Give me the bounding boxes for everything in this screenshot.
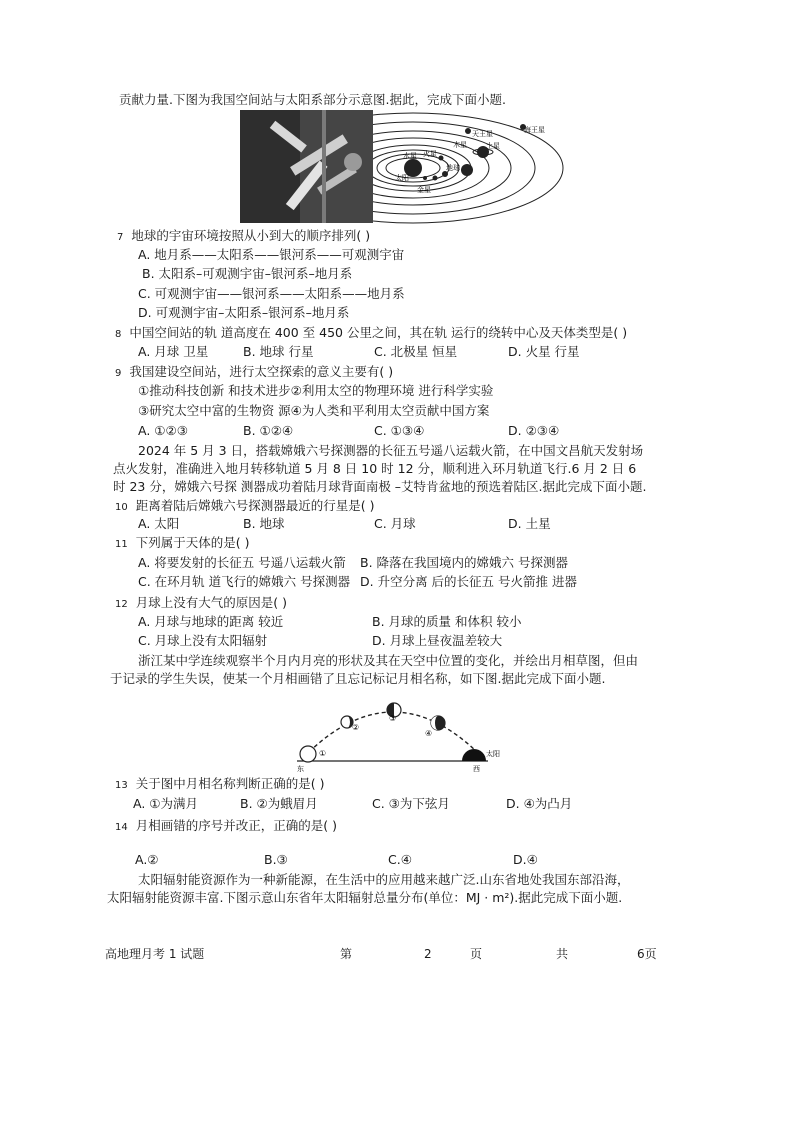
footer-title: 高地理月考 1 试题 <box>105 947 205 961</box>
solar-system-diagram <box>373 108 566 226</box>
q11-option-d[interactable]: D. 升空分离 后的长征五 号火箭推 进器 <box>360 574 577 589</box>
q14-option-b[interactable]: B.③ <box>264 852 288 867</box>
q12-option-c[interactable]: C. 月球上没有太阳辐射 <box>138 633 268 648</box>
q13-option-d[interactable]: D. ④为凸月 <box>506 796 573 811</box>
uranus-shape <box>465 128 471 134</box>
q9-stem: 9 我国建设空间站，进行太空探索的意义主要有( ) <box>115 364 394 379</box>
q7-stem: 7 地球的宇宙环境按照从小到大的顺序排列( ) <box>117 228 371 243</box>
q7-option-b[interactable]: B. 太阳系–可观测宇宙–银河系–地月系 <box>142 266 353 281</box>
moon-num-2: ② <box>352 723 360 732</box>
footer-total-pages: 6页 <box>637 947 657 961</box>
footer-page-number: 2 <box>424 947 432 961</box>
q9-option-a[interactable]: A. ①②③ <box>138 423 188 438</box>
q13-option-a[interactable]: A. ①为满月 <box>133 796 198 811</box>
q12-stem: 12 月球上没有大气的原因是( ) <box>115 595 287 610</box>
q11-option-b[interactable]: B. 降落在我国境内的嫦娥六 号探测器 <box>360 555 568 570</box>
jupiter-label: 木星 <box>453 141 467 149</box>
mercury-shape <box>423 176 427 180</box>
passage3-line-1: 浙江某中学连续观察半个月内月亮的形状及其在天空中位置的变化，并绘出月相草图，但由 <box>138 653 639 668</box>
earth-label: 地球 <box>446 164 460 172</box>
q12-option-d[interactable]: D. 月球上昼夜温差较大 <box>372 633 503 648</box>
sun-label: 太阳 <box>486 750 500 758</box>
footer-ye: 页 <box>470 947 483 961</box>
q12-option-a[interactable]: A. 月球与地球的距离 较近 <box>138 614 284 629</box>
q11-option-a[interactable]: A. 将要发射的长征五 号遥八运载火箭 <box>138 555 346 570</box>
q8-option-b[interactable]: B. 地球 行星 <box>243 344 314 359</box>
passage2-line-3: 时 23 分，嫦娥六号探 测器成功着陆月球背面南极 –艾特肯盆地的预选着陆区.据此完成下面小题. <box>113 479 647 494</box>
east-label: 东 <box>297 765 304 773</box>
q14-stem: 14 月相画错的序号并改正，正确的是( ) <box>115 818 337 833</box>
q9-option-b[interactable]: B. ①②④ <box>243 423 294 438</box>
q13-option-c[interactable]: C. ③为下弦月 <box>372 796 450 811</box>
moon-num-1: ① <box>319 749 327 758</box>
space-station-photo <box>240 110 373 223</box>
q13-stem: 13 关于图中月相名称判断正确的是( ) <box>115 776 325 791</box>
q10-option-b[interactable]: B. 地球 <box>243 516 285 531</box>
moon-num-3: ③ <box>389 714 397 723</box>
footer-gong: 共 <box>556 947 569 961</box>
moon-1-full <box>300 746 316 762</box>
q13-option-b[interactable]: B. ②为蛾眉月 <box>240 796 318 811</box>
q12-option-b[interactable]: B. 月球的质量 和体积 较小 <box>372 614 522 629</box>
q9-option-d[interactable]: D. ②③④ <box>508 423 560 438</box>
mercury-label: 水星 <box>403 152 417 160</box>
q8-option-c[interactable]: C. 北极星 恒星 <box>374 344 458 359</box>
west-label: 西 <box>473 765 480 773</box>
sun-semicircle <box>462 749 486 761</box>
passage4-line-2: 太阳辐射能资源丰富.下图示意山东省年太阳辐射总量分布(单位：MJ · m²).据此完成下面小题. <box>107 890 623 905</box>
mars-label: 火星 <box>423 150 437 158</box>
intro-text: 贡献力量.下图为我国空间站与太阳系部分示意图.据此，完成下面小题. <box>119 92 506 107</box>
uranus-label: 天王星 <box>472 130 493 138</box>
passage2-line-1: 2024 年 5 月 3 日，搭载嫦娥六号探测器的长征五号遥八运载火箭，在中国文昌航天发射场 <box>138 443 644 458</box>
passage3-line-2: 于记录的学生失误，使某一个月相画错了且忘记标记月相名称，如下图.据此完成下面小题. <box>110 671 606 686</box>
q7-option-d[interactable]: D. 可观测宇宙–太阳系–银河系–地月系 <box>138 305 350 320</box>
sun-label: 太阳 <box>395 174 409 182</box>
passage2-line-2: 点火发射，准确进入地月转移轨道 5 月 8 日 10 时 12 分，顺利进入环月轨道飞行.6 月 2 日 6 <box>113 461 637 476</box>
neptune-label: 海王星 <box>524 126 545 134</box>
mars-shape <box>439 156 444 161</box>
footer-di: 第 <box>340 947 353 961</box>
passage4-line-1: 太阳辐射能资源作为一种新能源，在生活中的应用越来越广泛.山东省地处我国东部沿海， <box>138 872 630 887</box>
moon-phase-diagram <box>295 690 510 775</box>
q9-item-line-2: ③研究太空中富的生物资 源④为人类和平利用太空贡献中国方案 <box>138 403 490 418</box>
q14-option-c[interactable]: C.④ <box>388 852 412 867</box>
q10-stem: 10 距离着陆后嫦娥六号探测器最近的行星是( ) <box>115 498 375 513</box>
q8-option-d[interactable]: D. 火星 行星 <box>508 344 580 359</box>
jupiter-shape <box>461 164 473 176</box>
saturn-label: 土星 <box>486 142 500 150</box>
q7-option-c[interactable]: C. 可观测宇宙——银河系——太阳系——地月系 <box>138 286 405 301</box>
q11-stem: 11 下列属于天体的是( ) <box>115 535 250 550</box>
q14-option-d[interactable]: D.④ <box>513 852 538 867</box>
moon-num-4: ④ <box>425 729 433 738</box>
q10-option-d[interactable]: D. 土星 <box>508 516 551 531</box>
q7-option-a[interactable]: A. 地月系——太阳系——银河系——可观测宇宙 <box>138 247 405 262</box>
q8-stem: 8 中国空间站的轨 道高度在 400 至 450 公里之间，其在轨 运行的绕转中心及天体类型是( ) <box>115 325 628 340</box>
q14-option-a[interactable]: A.② <box>135 852 159 867</box>
q9-item-line-1: ①推动科技创新 和技术进步②利用太空的物理环境 进行科学实验 <box>138 383 494 398</box>
venus-shape <box>433 176 438 181</box>
q9-option-c[interactable]: C. ①③④ <box>374 423 425 438</box>
q10-option-c[interactable]: C. 月球 <box>374 516 416 531</box>
q11-option-c[interactable]: C. 在环月轨 道飞行的嫦娥六 号探测器 <box>138 574 351 589</box>
q10-option-a[interactable]: A. 太阳 <box>138 516 180 531</box>
q8-option-a[interactable]: A. 月球 卫星 <box>138 344 209 359</box>
venus-label: 金星 <box>417 186 431 194</box>
